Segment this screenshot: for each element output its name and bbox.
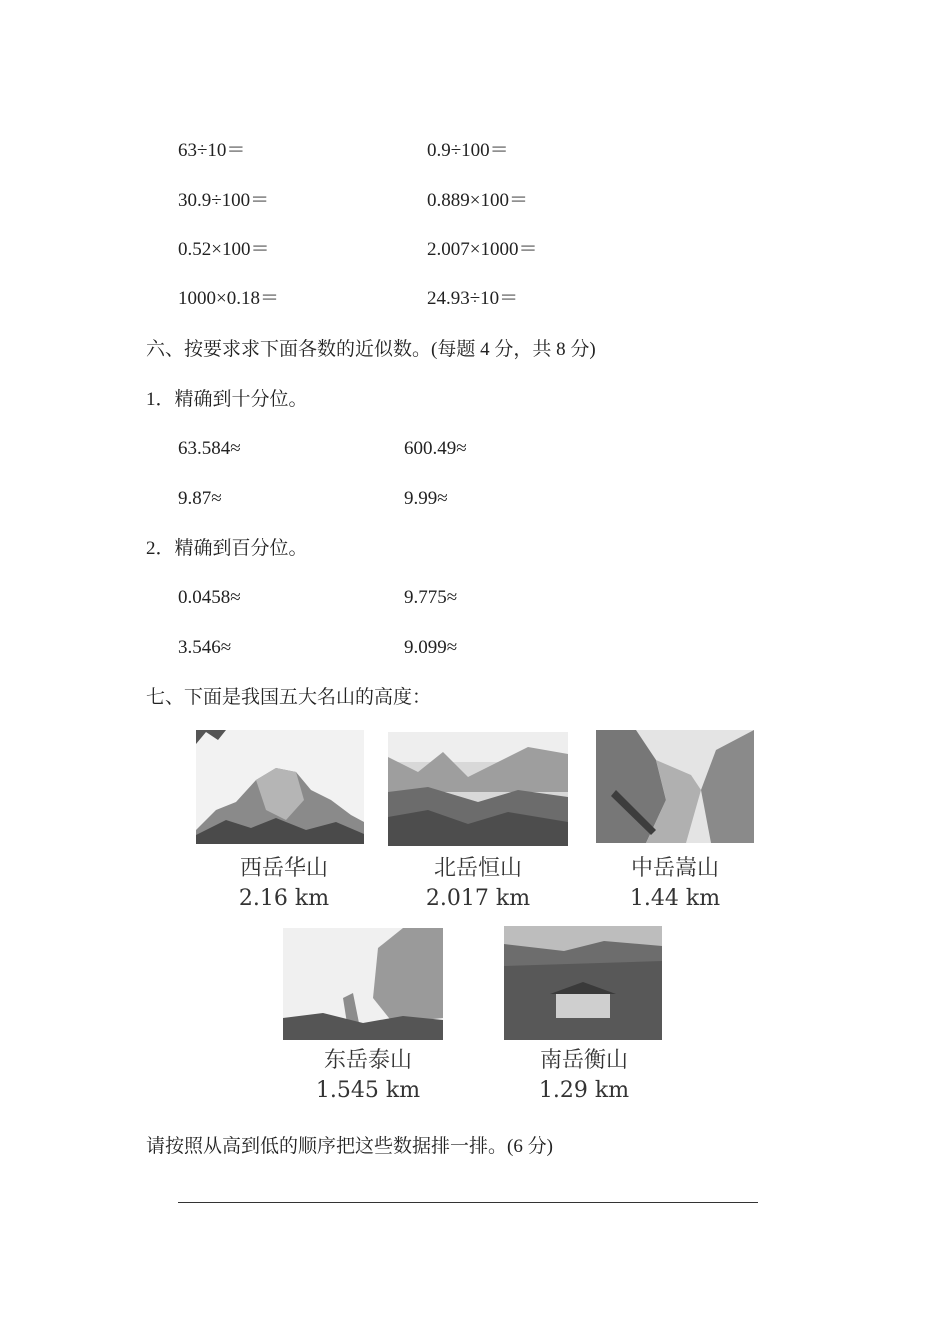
section6-title: 六、按要求求下面各数的近似数。(每题 4 分，共 8 分) bbox=[146, 339, 596, 360]
q1-title: 1．精确到十分位。 bbox=[146, 389, 308, 410]
caption-huashan bbox=[196, 854, 372, 914]
calc-2-left: 30.9÷100＝ bbox=[178, 190, 270, 211]
mountain-height: 1.29 km bbox=[538, 1078, 630, 1103]
mountain-height: 2.017 km bbox=[425, 886, 531, 911]
q1-item-4: 9.99≈ bbox=[404, 488, 448, 509]
mountain-name: 北岳恒山 bbox=[433, 856, 522, 881]
huashan-photo bbox=[196, 730, 364, 844]
answer-line[interactable] bbox=[178, 1202, 758, 1203]
taishan-photo bbox=[283, 928, 443, 1040]
q1-item-2: 600.49≈ bbox=[404, 438, 467, 459]
mountain-name: 西岳华山 bbox=[239, 856, 328, 881]
calc-3-left: 0.52×100＝ bbox=[178, 239, 270, 260]
hengshan-north-photo bbox=[388, 732, 568, 846]
calc-2-right: 0.889×100＝ bbox=[427, 190, 528, 211]
caption-songshan bbox=[596, 854, 754, 914]
q2-item-1: 0.0458≈ bbox=[178, 587, 241, 608]
q2-item-3: 3.546≈ bbox=[178, 637, 232, 658]
mountain-height: 1.545 km bbox=[315, 1078, 421, 1103]
mountain-height: 2.16 km bbox=[238, 886, 330, 911]
mountain-name: 南岳衡山 bbox=[539, 1048, 628, 1073]
caption-taishan bbox=[283, 1046, 453, 1106]
calc-1-right: 0.9÷100＝ bbox=[427, 140, 509, 161]
hengshan-south-photo bbox=[504, 926, 662, 1040]
q2-item-4: 9.099≈ bbox=[404, 637, 458, 658]
calc-1-left: 63÷10＝ bbox=[178, 140, 246, 161]
songshan-photo bbox=[596, 730, 754, 843]
caption-hengshan-south bbox=[504, 1046, 664, 1106]
mountain-name: 中岳嵩山 bbox=[630, 856, 719, 881]
mountain-height: 1.44 km bbox=[629, 886, 721, 911]
calc-4-left: 1000×0.18＝ bbox=[178, 288, 279, 309]
q2-item-2: 9.775≈ bbox=[404, 587, 458, 608]
q1-item-3: 9.87≈ bbox=[178, 488, 222, 509]
q1-item-1: 63.584≈ bbox=[178, 438, 241, 459]
ordering-instruction: 请按照从高到低的顺序把这些数据排一排。(6 分) bbox=[146, 1136, 553, 1157]
calc-3-right: 2.007×1000＝ bbox=[427, 239, 538, 260]
section7-title: 七、下面是我国五大名山的高度： bbox=[146, 687, 432, 708]
calc-4-right: 24.93÷10＝ bbox=[427, 288, 519, 309]
mountain-name: 东岳泰山 bbox=[323, 1048, 412, 1073]
q2-title: 2．精确到百分位。 bbox=[146, 538, 308, 559]
caption-hengshan-north bbox=[388, 854, 568, 914]
